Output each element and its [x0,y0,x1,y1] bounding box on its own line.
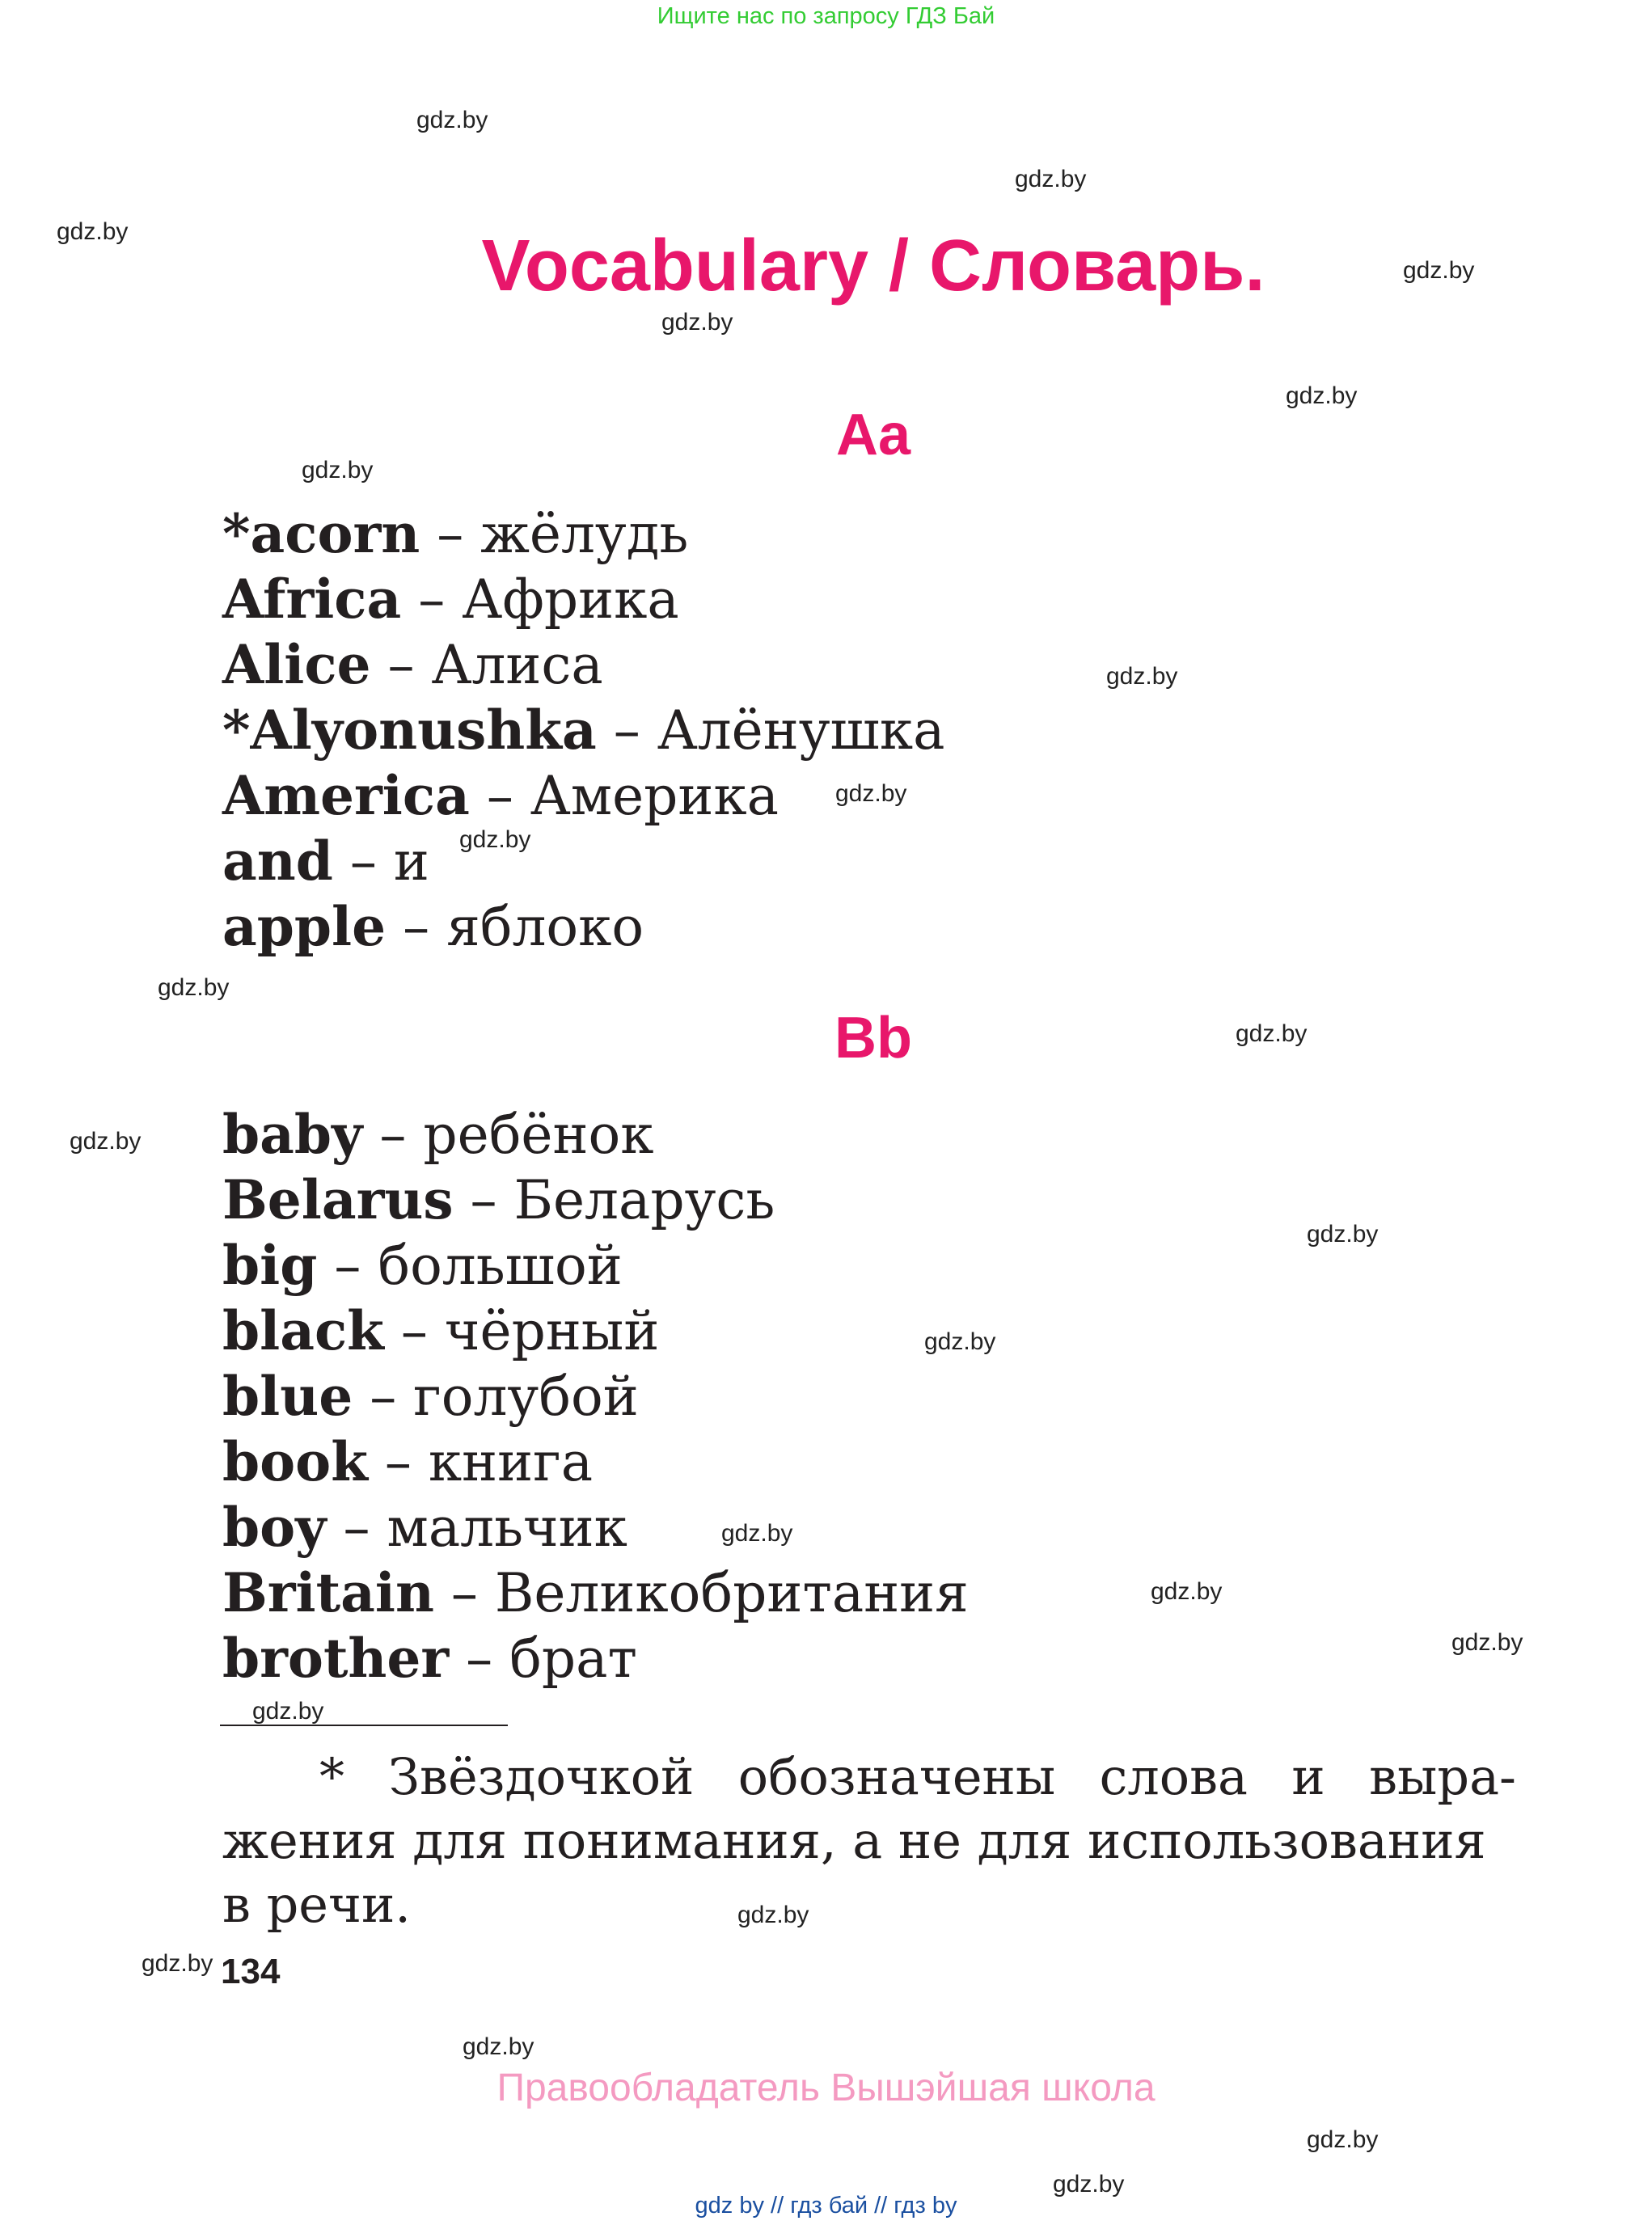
vocab-entry [222,830,429,893]
watermark: gdz.by [721,1520,793,1547]
vocab-word: brother [222,1627,450,1690]
top-banner[interactable]: Ищите нас по запросу ГДЗ Бай [657,3,995,29]
watermark: gdz.by [142,1950,213,1977]
watermark: gdz.by [1236,1020,1308,1047]
vocab-entry [222,1168,775,1231]
vocab-translation: – Алёнушка [613,699,945,762]
watermark: gdz.by [252,1698,324,1725]
vocab-word: apple [222,895,387,958]
vocab-translation: – чёрный [400,1300,660,1362]
vocab-word: boy [222,1496,327,1559]
vocab-word: and [222,830,333,893]
vocab-word: Alice [222,633,371,696]
vocab-entry [222,1103,654,1166]
watermark: gdz.by [661,309,733,336]
vocab-entry [222,502,689,565]
page-number: 134 [221,1952,281,1991]
vocab-word: America [222,764,470,827]
footnote-line: в речи. [222,1875,412,1934]
vocab-translation: – Великобритания [450,1562,969,1624]
watermark: gdz.by [70,1128,142,1155]
vocab-entry [222,1561,969,1624]
watermark: gdz.by [1307,2126,1379,2153]
vocab-word: blue [222,1365,353,1428]
watermark: gdz.by [1015,166,1087,192]
vocab-word: black [222,1299,384,1362]
watermark: gdz.by [1106,663,1178,690]
vocab-translation: – голубой [370,1366,639,1428]
vocab-entry [222,699,945,762]
watermark: gdz.by [1307,1221,1379,1248]
vocab-word: *Alyonushka [222,699,597,762]
vocab-entry [222,1365,639,1428]
vocab-translation: – книга [384,1431,594,1493]
watermark: gdz.by [463,2033,534,2060]
vocab-translation: – мальчик [343,1497,627,1559]
vocab-word: big [222,1234,318,1297]
vocab-entry [222,1430,594,1493]
section-heading-b: Bb [834,1006,912,1070]
vocab-entry [222,1627,637,1690]
watermark: gdz.by [57,218,129,245]
vocab-word: book [222,1430,368,1493]
vocab-entry [222,1299,660,1362]
watermark: gdz.by [835,780,907,807]
vocab-word: Belarus [222,1168,454,1231]
vocab-entry [222,568,679,631]
vocab-word: *acorn [222,502,420,565]
vocab-word: baby [222,1103,363,1166]
watermark: gdz.by [1403,257,1475,284]
footnote [222,1745,1516,1936]
vocab-translation: – Африка [418,568,679,631]
watermark: gdz.by [924,1328,996,1355]
vocab-entry [222,764,780,827]
footer-links[interactable]: gdz by // гдз бай // гдз by [695,2193,957,2219]
watermark: gdz.by [1286,382,1358,409]
page-title: Vocabulary / Словарь. [481,226,1265,306]
watermark: gdz.by [1053,2171,1125,2198]
watermark: gdz.by [1151,1578,1223,1605]
vocab-entry [222,633,603,696]
watermark: gdz.by [416,107,488,133]
vocab-translation: – жёлудь [437,503,689,565]
copyright-notice: Правообладатель Вышэйшая школа [496,2067,1156,2109]
vocab-translation: – Алиса [387,634,603,696]
footnote-line: жения для понимания, а не для использования [222,1811,1486,1870]
vocab-translation: – Беларусь [470,1169,775,1231]
vocab-word: Britain [222,1561,434,1624]
vocab-translation: – ребёнок [379,1104,654,1166]
vocab-word: Africa [222,568,402,631]
watermark: gdz.by [459,826,531,853]
vocab-translation: – и [349,830,429,893]
watermark: gdz.by [302,457,374,483]
watermark: gdz.by [737,1902,809,1928]
watermark: gdz.by [158,974,230,1001]
footnote-divider [220,1725,508,1726]
vocab-entry [222,895,644,958]
vocab-translation: – Америка [486,765,780,827]
vocab-translation: – яблоко [403,896,644,958]
vocab-translation: – брат [466,1628,637,1690]
vocab-translation: – большой [334,1235,623,1297]
watermark: gdz.by [1451,1629,1523,1656]
vocab-entry [222,1496,627,1559]
footnote-line: * Звёздочкой обозначены слова и выра- [319,1747,1516,1806]
section-heading-a: Aa [835,403,911,467]
vocab-entry [222,1234,623,1297]
